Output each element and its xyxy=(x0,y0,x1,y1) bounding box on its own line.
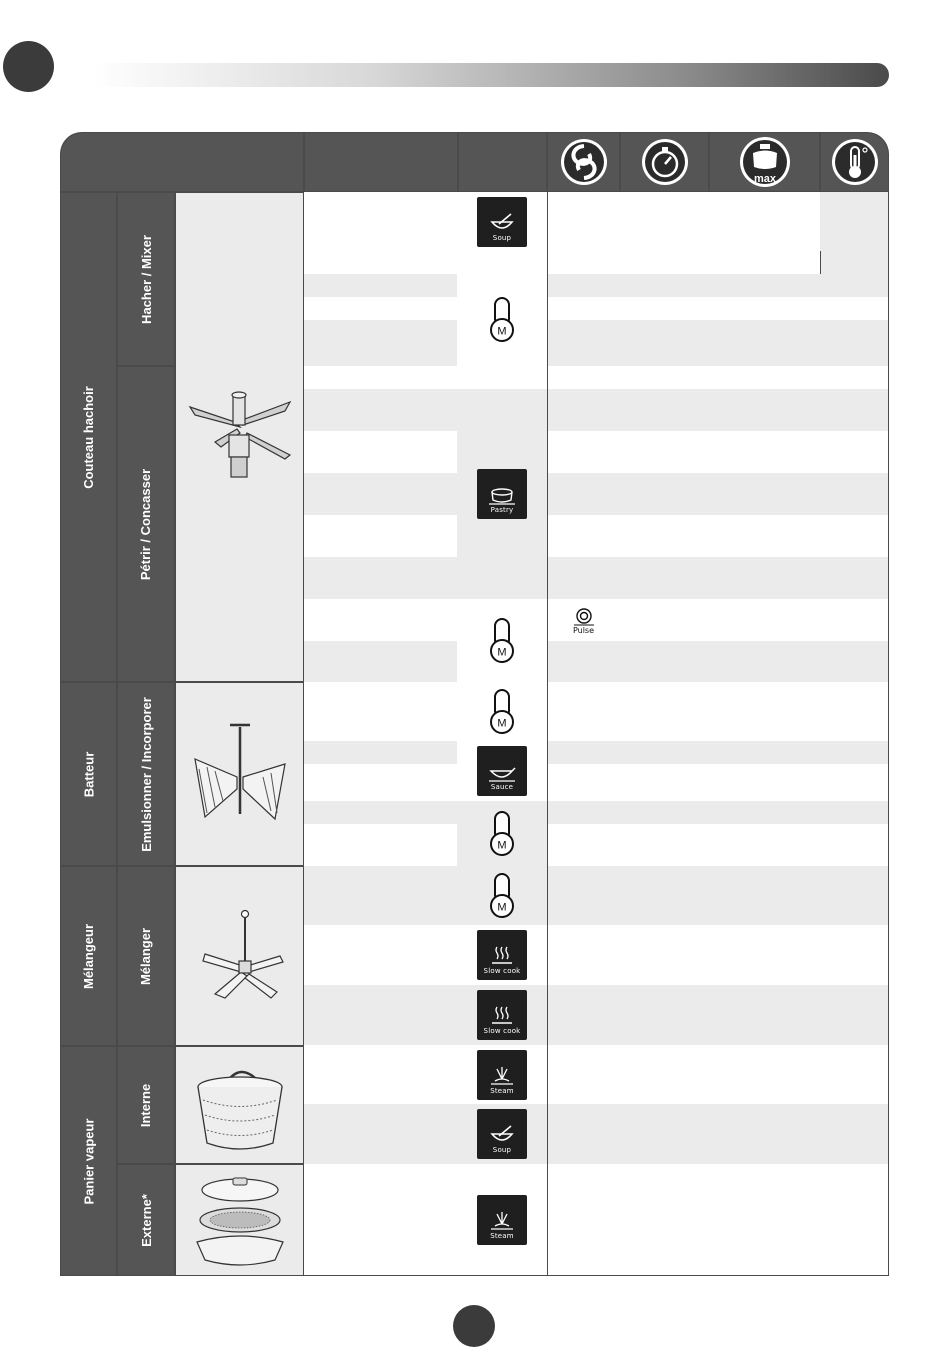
max-cell xyxy=(709,682,821,742)
function-cell xyxy=(304,641,458,683)
function-cell xyxy=(304,473,458,516)
max-cell xyxy=(709,1045,821,1105)
time-cell xyxy=(620,824,710,867)
speed-cell xyxy=(547,985,621,1046)
speed-cell xyxy=(547,1164,621,1276)
program-slow-cook: Slow cook xyxy=(477,990,527,1040)
speed-cell xyxy=(547,764,621,802)
external-steam-basket-image xyxy=(185,1170,295,1270)
max-cell xyxy=(709,801,821,825)
temp-cell xyxy=(820,801,889,825)
max-cell xyxy=(709,192,821,252)
time-cell xyxy=(620,764,710,802)
program-cell xyxy=(457,1045,548,1105)
time-cell xyxy=(620,1164,710,1276)
max-cell xyxy=(709,1164,821,1276)
subgroup-melanger: Mélanger xyxy=(118,867,174,1045)
pulse-speed-marker xyxy=(548,601,619,641)
function-cell xyxy=(304,274,458,298)
time-cell xyxy=(620,599,710,642)
speed-cell xyxy=(547,1104,621,1165)
function-cell xyxy=(304,1164,458,1276)
temp-cell xyxy=(820,473,889,516)
subgroup-hacher-mixer: Hacher / Mixer xyxy=(118,193,174,365)
temp-cell xyxy=(820,1164,889,1276)
temp-cell xyxy=(820,320,889,367)
max-cell xyxy=(709,641,821,683)
max-label: max xyxy=(753,173,777,185)
speed-cell xyxy=(547,801,621,825)
time-cell xyxy=(620,866,710,926)
steam-icon xyxy=(489,1210,515,1232)
max-cell xyxy=(709,741,821,765)
temp-cell xyxy=(820,515,889,558)
header-cell-time xyxy=(621,133,708,191)
max-cell xyxy=(709,251,821,275)
header-gradient-bar xyxy=(92,63,889,87)
temp-cell xyxy=(820,297,889,321)
manual-thermometer-icon xyxy=(487,688,517,736)
svg-text:M: M xyxy=(497,717,507,729)
program-steam: Steam xyxy=(477,1050,527,1100)
speed-cell xyxy=(547,682,621,742)
temp-cell xyxy=(820,985,889,1046)
function-cell xyxy=(304,741,458,765)
speed-cell xyxy=(547,431,621,474)
group-batteur: Batteur xyxy=(61,683,116,865)
temp-cell xyxy=(820,389,889,432)
program-cell xyxy=(457,389,548,600)
subgroup-emulsionner: Emulsionner / Incorporer xyxy=(118,683,174,865)
function-cell xyxy=(304,366,458,390)
page-corner-circle xyxy=(3,41,54,92)
max-cell xyxy=(709,473,821,516)
speed-cell xyxy=(547,192,621,252)
speed-cell xyxy=(547,866,621,926)
chopping-blade-image xyxy=(185,387,295,487)
time-cell xyxy=(620,320,710,367)
max-cell xyxy=(709,866,821,926)
speed-cell xyxy=(547,741,621,765)
speed-cell xyxy=(547,1045,621,1105)
pastry-icon xyxy=(488,484,516,506)
speed-icon xyxy=(559,137,609,187)
time-cell xyxy=(620,801,710,825)
program-cell xyxy=(457,251,548,390)
function-cell xyxy=(304,599,458,642)
temp-cell xyxy=(820,1104,889,1165)
program-cell xyxy=(457,1164,548,1276)
function-cell xyxy=(304,801,458,825)
program-cell xyxy=(457,985,548,1046)
function-cell xyxy=(304,251,458,275)
temp-cell xyxy=(820,192,889,275)
speed-cell xyxy=(547,389,621,432)
program-pastry: Pastry xyxy=(477,469,527,519)
image-cell-batteur xyxy=(176,683,303,865)
slow-cook-icon xyxy=(489,1005,515,1027)
header-cell-temperature xyxy=(821,133,888,191)
time-cell xyxy=(620,641,710,683)
whisk-image xyxy=(185,719,295,829)
manual-thermometer-icon xyxy=(487,617,517,665)
image-cell-externe xyxy=(176,1165,303,1275)
max-cell xyxy=(709,320,821,367)
temp-cell xyxy=(820,641,889,683)
program-soup: Soup xyxy=(477,1109,527,1159)
max-cell xyxy=(709,389,821,432)
subgroup-interne: Interne xyxy=(118,1047,174,1163)
sauce-icon xyxy=(488,763,516,783)
speed-cell xyxy=(547,297,621,321)
temp-cell xyxy=(820,431,889,474)
temp-cell xyxy=(820,764,889,802)
speed-cell xyxy=(547,251,621,275)
function-cell xyxy=(304,682,458,742)
program-cell xyxy=(457,866,548,926)
thermometer-icon xyxy=(830,137,880,187)
temp-cell xyxy=(820,366,889,390)
manual-thermometer-icon xyxy=(487,810,517,858)
function-cell xyxy=(304,515,458,558)
function-cell xyxy=(304,1045,458,1105)
time-cell xyxy=(620,557,710,600)
program-steam: Steam xyxy=(477,1195,527,1245)
speed-cell xyxy=(547,320,621,367)
time-cell xyxy=(620,1045,710,1105)
temp-cell xyxy=(820,1045,889,1105)
image-cell-interne xyxy=(176,1047,303,1163)
speed-cell xyxy=(547,824,621,867)
speed-cell xyxy=(547,925,621,986)
function-cell xyxy=(304,320,458,367)
header-cell-speed xyxy=(548,133,619,191)
image-cell-couteau xyxy=(176,193,303,681)
subgroup-externe: Externe* xyxy=(118,1165,174,1275)
max-cell xyxy=(709,431,821,474)
program-soup: Soup xyxy=(477,197,527,247)
soup-icon xyxy=(489,1124,515,1146)
header-cell-function xyxy=(305,133,457,191)
soup-icon xyxy=(489,212,515,234)
temp-cell xyxy=(820,682,889,742)
function-cell xyxy=(304,192,458,252)
temp-cell xyxy=(820,741,889,765)
time-cell xyxy=(620,389,710,432)
program-sauce: Sauce xyxy=(477,746,527,796)
program-slow-cook: Slow cook xyxy=(477,930,527,980)
manual-thermometer-icon xyxy=(487,872,517,920)
temp-cell xyxy=(820,925,889,986)
subgroup-petrir-concasser: Pétrir / Concasser xyxy=(118,367,174,681)
function-cell xyxy=(304,925,458,986)
temp-cell xyxy=(820,866,889,926)
speed-cell xyxy=(547,274,621,298)
time-cell xyxy=(620,682,710,742)
manual-thermometer-icon xyxy=(487,296,517,344)
function-cell xyxy=(304,866,458,926)
function-cell xyxy=(304,1104,458,1165)
max-cell xyxy=(709,366,821,390)
time-cell xyxy=(620,297,710,321)
time-cell xyxy=(620,515,710,558)
time-cell xyxy=(620,251,710,275)
max-cell xyxy=(709,985,821,1046)
program-cell xyxy=(457,192,548,252)
speed-cell xyxy=(547,366,621,390)
max-cell xyxy=(709,925,821,986)
temp-cell xyxy=(820,557,889,600)
function-cell xyxy=(304,985,458,1046)
image-cell-melangeur xyxy=(176,867,303,1045)
program-cell xyxy=(457,682,548,742)
time-cell xyxy=(620,366,710,390)
program-cell xyxy=(457,741,548,802)
group-melangeur: Mélangeur xyxy=(61,867,116,1045)
pulse-icon xyxy=(573,608,595,626)
svg-text:M: M xyxy=(497,901,507,913)
program-cell xyxy=(457,925,548,986)
mixing-paddle-image xyxy=(185,906,295,1006)
function-cell xyxy=(304,389,458,432)
temp-cell xyxy=(820,599,889,642)
svg-text:M: M xyxy=(497,646,507,658)
header-cell-program xyxy=(459,133,546,191)
function-cell xyxy=(304,431,458,474)
max-cell xyxy=(709,274,821,298)
time-cell xyxy=(620,741,710,765)
group-panier-vapeur: Panier vapeur xyxy=(61,1047,116,1275)
pulse-label: Pulse xyxy=(572,625,595,635)
page-number-circle xyxy=(453,1305,495,1347)
program-cell xyxy=(457,1104,548,1165)
time-cell xyxy=(620,1104,710,1165)
internal-steam-basket-image xyxy=(185,1055,295,1155)
program-cell xyxy=(457,801,548,867)
header-cell-accessory xyxy=(61,133,303,191)
function-cell xyxy=(304,297,458,321)
svg-text:M: M xyxy=(497,325,507,338)
max-cell xyxy=(709,1104,821,1165)
speed-cell xyxy=(547,641,621,683)
max-cell xyxy=(709,297,821,321)
max-cell xyxy=(709,764,821,802)
group-couteau-hachoir: Couteau hachoir xyxy=(61,193,116,681)
temp-cell xyxy=(820,274,889,298)
max-cell xyxy=(709,599,821,642)
timer-icon xyxy=(640,137,690,187)
speed-cell xyxy=(547,515,621,558)
time-cell xyxy=(620,925,710,986)
time-cell xyxy=(620,192,710,252)
time-cell xyxy=(620,473,710,516)
time-cell xyxy=(620,431,710,474)
max-cell xyxy=(709,824,821,867)
time-cell xyxy=(620,985,710,1046)
svg-text:M: M xyxy=(497,839,507,851)
program-cell xyxy=(457,599,548,683)
max-cell xyxy=(709,557,821,600)
speed-cell xyxy=(547,473,621,516)
time-cell xyxy=(620,274,710,298)
function-cell xyxy=(304,764,458,802)
max-cell xyxy=(709,515,821,558)
function-cell xyxy=(304,557,458,600)
slow-cook-icon xyxy=(489,945,515,967)
function-cell xyxy=(304,824,458,867)
steam-icon xyxy=(489,1065,515,1087)
speed-cell xyxy=(547,557,621,600)
temp-cell xyxy=(820,824,889,867)
